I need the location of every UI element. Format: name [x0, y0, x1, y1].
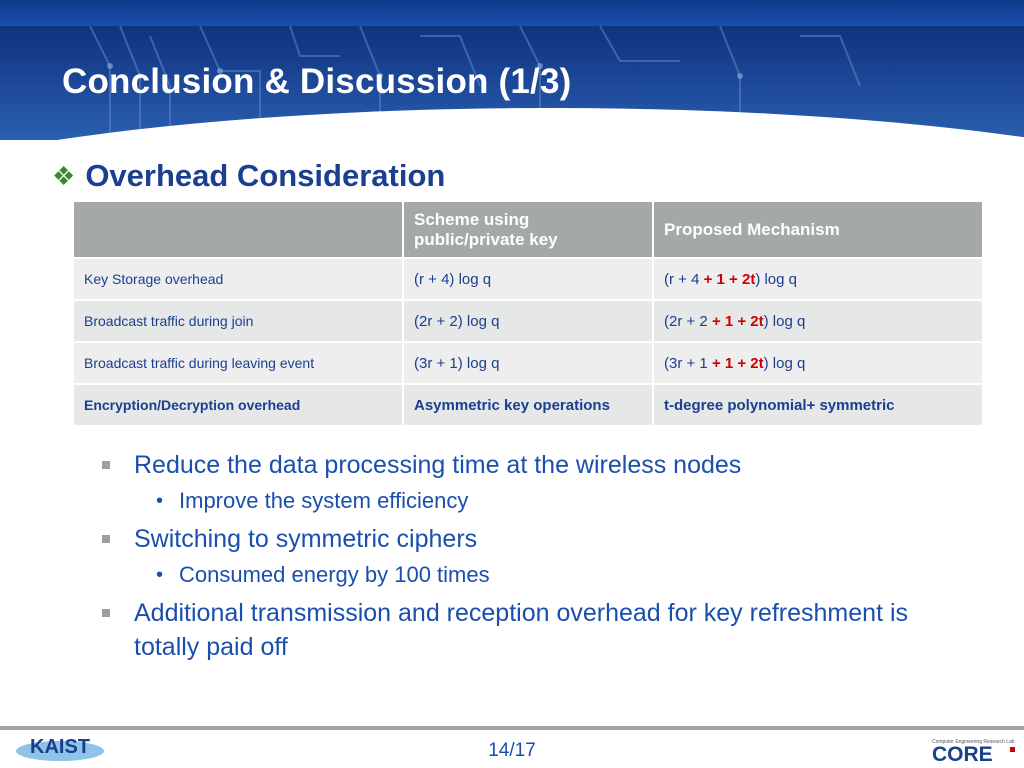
table-row	[73, 342, 983, 384]
sub-bullet-item	[102, 560, 922, 590]
sub-bullet-text: Improve the system efficiency	[179, 488, 469, 513]
bullet-item	[102, 596, 922, 664]
svg-text:CORE: CORE	[932, 743, 993, 763]
bullet-text: Switching to symmetric ciphers	[134, 525, 478, 553]
square-bullet-icon	[102, 609, 110, 617]
section-heading-label: Overhead Consideration	[85, 158, 446, 193]
row-label: Encryption/Decryption overhead	[73, 384, 403, 426]
bullet-item	[102, 522, 922, 556]
row-label: Key Storage overhead	[73, 258, 403, 300]
square-bullet-icon	[102, 461, 110, 469]
section-heading	[52, 158, 445, 194]
proposed-highlight: + 1 + 2t	[711, 354, 764, 372]
row-proposed-value: t-degree polynomial+ symmetric	[653, 384, 983, 426]
row-label: Broadcast traffic during join	[73, 300, 403, 342]
proposed-prefix: (r + 4	[664, 270, 704, 288]
table-row	[73, 384, 983, 426]
page-number: 14/17	[488, 740, 536, 761]
table-row	[73, 300, 983, 342]
row-proposed-value	[653, 342, 983, 384]
row-label: Broadcast traffic during leaving event	[73, 342, 403, 384]
bullet-text: Reduce the data processing time at the wireless nodes	[134, 451, 742, 479]
dot-bullet-icon: •	[156, 564, 164, 586]
table-row	[73, 258, 983, 300]
overhead-table	[72, 200, 984, 427]
row-scheme-value: (r + 4) log q	[403, 258, 653, 300]
row-scheme-value: (3r + 1) log q	[403, 342, 653, 384]
proposed-prefix: (2r + 2	[664, 312, 712, 330]
table-header-proposed: Proposed Mechanism	[653, 201, 983, 258]
diamond-bullet-icon: ❖	[52, 161, 76, 191]
bullet-list	[102, 448, 922, 668]
sub-bullet-item	[102, 486, 922, 516]
title-top-bar	[0, 0, 1024, 26]
proposed-highlight: + 1 + 2t	[703, 270, 756, 288]
footer-divider	[0, 726, 1024, 730]
square-bullet-icon	[102, 535, 110, 543]
proposed-highlight: + 1 + 2t	[711, 312, 764, 330]
core-logo	[930, 735, 1018, 763]
proposed-suffix: ) log q	[763, 312, 806, 330]
svg-text:KAIST: KAIST	[30, 736, 90, 758]
sub-bullet-text: Consumed energy by 100 times	[179, 562, 490, 587]
table-header-row	[73, 201, 983, 258]
row-scheme-value: Asymmetric key operations	[403, 384, 653, 426]
slide-title: Conclusion & Discussion (1/3)	[62, 62, 572, 101]
svg-text:Computer Engineering Research: Computer Engineering Research Lab	[932, 739, 1015, 745]
row-proposed-value	[653, 258, 983, 300]
row-scheme-value: (2r + 2) log q	[403, 300, 653, 342]
row-proposed-value	[653, 300, 983, 342]
bullet-text: Additional transmission and reception overhead for key refreshment is totally paid off	[134, 599, 909, 661]
proposed-prefix: (3r + 1	[664, 354, 712, 372]
dot-bullet-icon: •	[156, 490, 164, 512]
table-header-scheme: Scheme using public/private key	[403, 201, 653, 258]
table-header-empty	[73, 201, 403, 258]
bullet-item	[102, 448, 922, 482]
proposed-suffix: ) log q	[763, 354, 806, 372]
proposed-suffix: ) log q	[755, 270, 798, 288]
